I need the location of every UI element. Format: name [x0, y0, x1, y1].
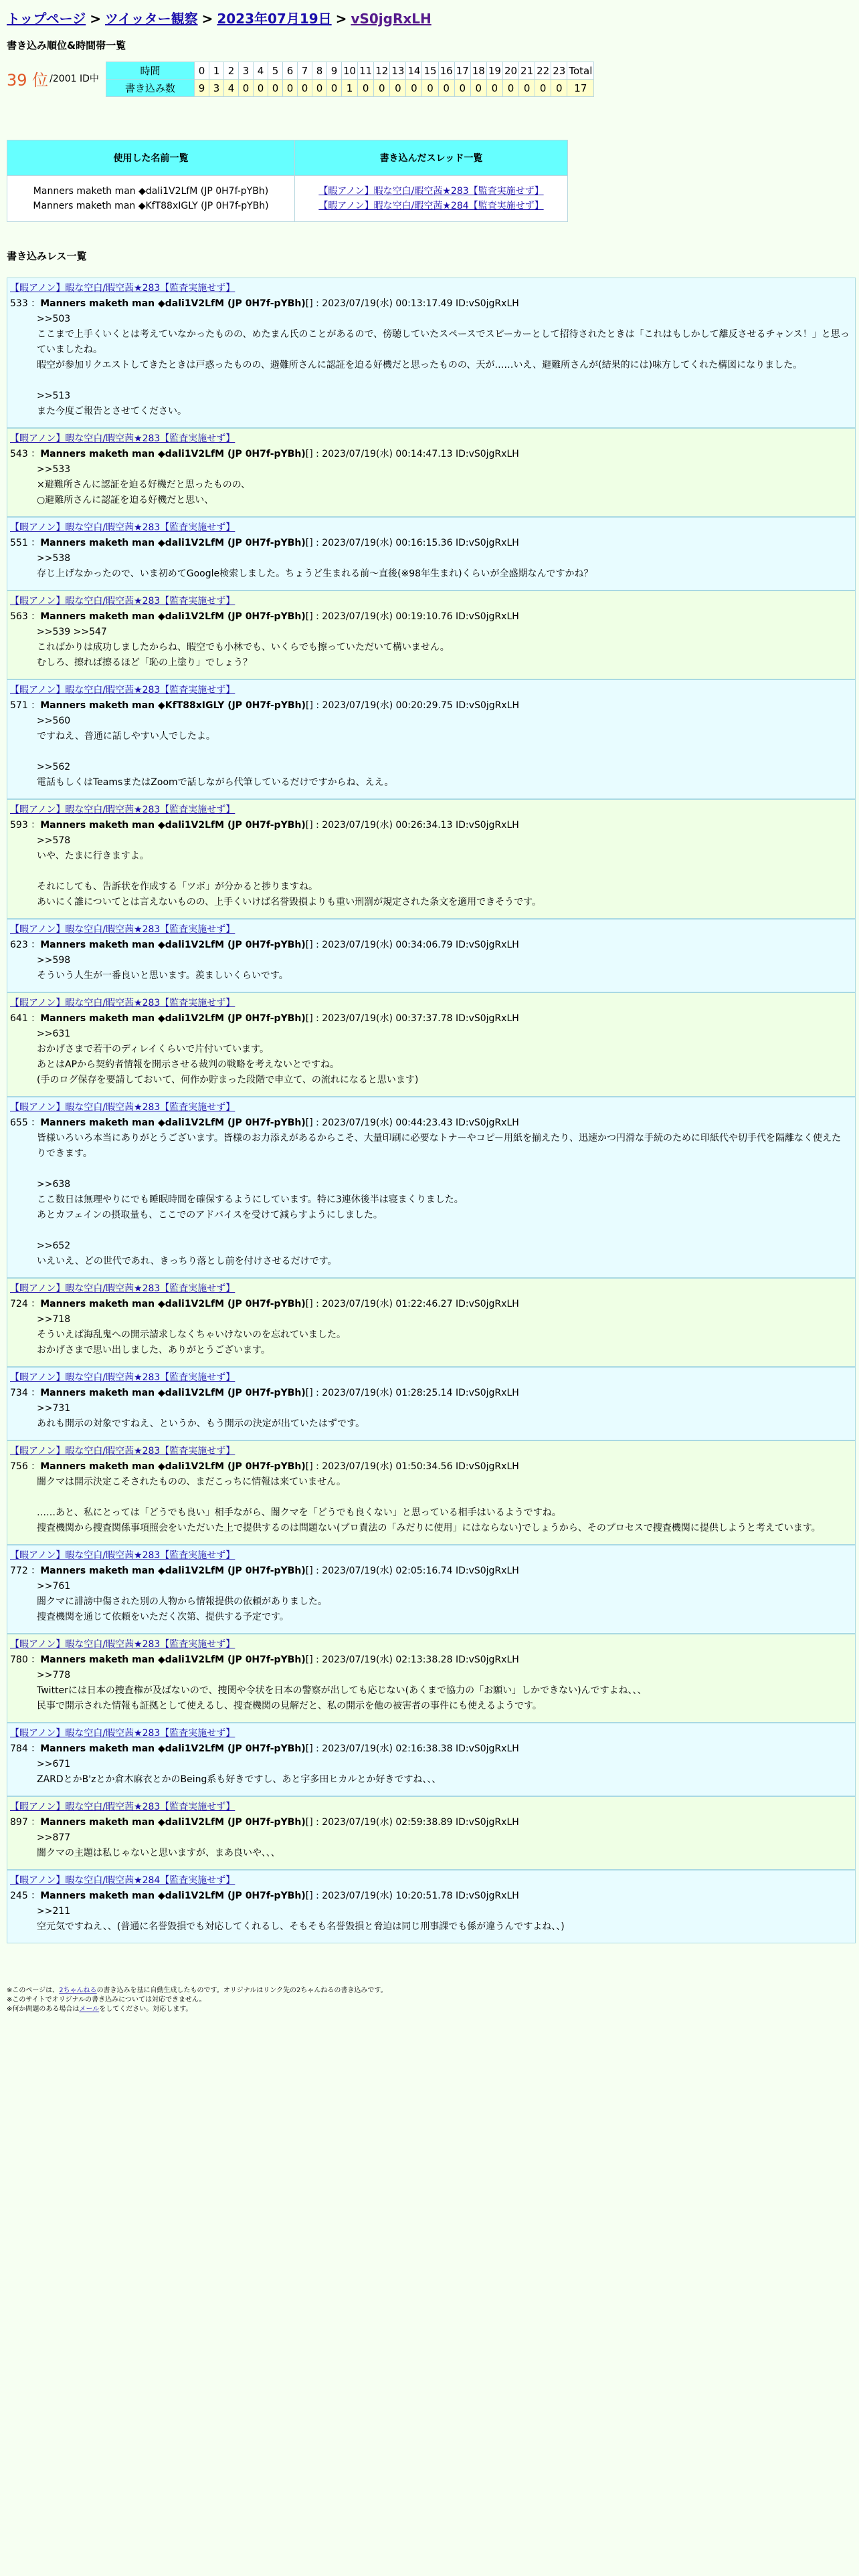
timeline-count-cell: 0	[374, 80, 390, 97]
post-number: 724	[10, 1299, 28, 1309]
timeline-count-cell: 9	[195, 80, 209, 97]
post-header: 563 ：Manners maketh man ◆dali1V2LfM (JP 0H7f-pYBh)[] : 2023/07/19(水) 00:19:10.76 ID:vS0jgRxLH	[10, 611, 519, 622]
post-author: Manners maketh man ◆dali1V2LfM (JP 0H7f-pYBh)	[40, 1654, 306, 1665]
post-body: >>578 いや、たまに行きますよ。 それにしても、告訴状を作成する「ツボ」が分かると捗りますね。 あいにく誰についてとは言えないものの、上手くいけば名誉毀損よりも重い刑罰が規定された条文を適用できそうです。	[37, 835, 542, 907]
post-number: 593	[10, 820, 28, 831]
post-thread-link[interactable]: 【暇アノン】暇な空白/暇空茜★283【監査実施せず】	[10, 1639, 235, 1650]
footer-mail-link[interactable]: メール	[79, 2006, 100, 2013]
footer-line: ※このサイトでオリジナルの書き込みについては対応できません。	[7, 1996, 206, 2004]
post-thread-link[interactable]: 【暇アノン】暇な空白/暇空茜★283【監査実施せず】	[10, 924, 235, 935]
post-header: 780 ：Manners maketh man ◆dali1V2LfM (JP 0H7f-pYBh)[] : 2023/07/19(水) 02:13:38.28 ID:vS0jgRxLH	[10, 1654, 519, 1665]
breadcrumb-watch-link[interactable]: ツイッター観察	[104, 11, 198, 27]
post-body: 皆様いろいろ本当にありがとうございます。皆様のお力添えがあるからこそ、大量印刷に必要なトナーやコピー用紙を揃えたり、迅速かつ円滑な手続のために印紙代や切手代を隔離なく使えたりできます。 >>638 ここ数日は無理やりにでも睡眠時間を確保するようにしています。特に3連休後半は寝まくりました。 あとカフェインの摂取量も、ここでのアドバイスを受けて減らすようにしました。 >>652 いえいえ、どの世代であれ、きっちり落とし前を付けさせるだけです。	[37, 1133, 842, 1267]
timeline-hour-cell: 6	[283, 62, 298, 80]
post-author: Manners maketh man ◆dali1V2LfM (JP 0H7f-pYBh)	[40, 820, 306, 831]
post-number: 543	[10, 449, 28, 459]
name-item: Manners maketh man ◆dali1V2LfM (JP 0H7f-pYBh)	[33, 186, 269, 197]
names-threads-table	[7, 140, 568, 222]
post-author: Manners maketh man ◆dali1V2LfM (JP 0H7f-pYBh)	[40, 1388, 306, 1398]
timeline-hour-cell: 2	[224, 62, 239, 80]
post-header: 623 ：Manners maketh man ◆dali1V2LfM (JP 0H7f-pYBh)[] : 2023/07/19(水) 00:34:06.79 ID:vS0jgRxLH	[10, 940, 519, 950]
post-meta: [] : 2023/07/19(水) 02:13:38.28 ID:vS0jgRxLH	[305, 1654, 519, 1665]
post	[7, 1723, 856, 1796]
timeline-count-cell: 0	[438, 80, 454, 97]
post-header: 593 ：Manners maketh man ◆dali1V2LfM (JP 0H7f-pYBh)[] : 2023/07/19(水) 00:26:34.13 ID:vS0jgRxLH	[10, 820, 519, 831]
timeline-count-cell: 0	[519, 80, 535, 97]
timeline-hour-cell: 22	[535, 62, 551, 80]
post-body: >>778 Twitterには日本の捜査権が及ばないので、捜関や令状を日本の警察が出しても応じない(あくまで協力の「お願い」しかできない)んですよね、、、 民事で開示された情報も証拠として使えるし、捜査機関の見解だと、私の開示を他の被害者の事件にも使えるようです。	[37, 1670, 647, 1711]
threads-list	[295, 176, 568, 222]
timeline-count-cell: 0	[327, 80, 342, 97]
timeline-hour-cell: 15	[422, 62, 438, 80]
timeline-count-cell: 3	[209, 80, 224, 97]
post-thread-link[interactable]: 【暇アノン】暇な空白/暇空茜★283【監査実施せず】	[10, 1283, 235, 1294]
post-body: >>560 ですねえ、普通に話しやすい人でしたよ。 >>562 電話もしくはTeamsまたはZoomで話しながら代筆しているだけですからね、ええ。	[37, 716, 394, 788]
post-meta: [] : 2023/07/19(水) 02:59:38.89 ID:vS0jgRxLH	[305, 1817, 519, 1828]
timeline-hour-label: 時間	[106, 62, 195, 80]
post-author: Manners maketh man ◆dali1V2LfM (JP 0H7f-pYBh)	[40, 1461, 306, 1472]
post-thread-link[interactable]: 【暇アノン】暇な空白/暇空茜★283【監査実施せず】	[10, 1550, 235, 1561]
breadcrumb-top-link[interactable]: トップページ	[7, 11, 86, 27]
post-body: >>539 >>547 こればかりは成功しましたからね、暇空でも小林でも、いくらでも擦っていただいて構いません。 むしろ、擦れば擦るほど「恥の上塗り」でしょう？	[37, 627, 450, 668]
timeline-hour-cell: 23	[551, 62, 567, 80]
post-meta: [] : 2023/07/19(水) 00:26:34.13 ID:vS0jgRxLH	[305, 820, 519, 831]
post-header: 551 ：Manners maketh man ◆dali1V2LfM (JP 0H7f-pYBh)[] : 2023/07/19(水) 00:16:15.36 ID:vS0jgRxLH	[10, 538, 519, 548]
post	[7, 428, 856, 517]
post	[7, 517, 856, 591]
post-header: 784 ：Manners maketh man ◆dali1V2LfM (JP 0H7f-pYBh)[] : 2023/07/19(水) 02:16:38.38 ID:vS0jgRxLH	[10, 1743, 519, 1754]
post-header: 734 ：Manners maketh man ◆dali1V2LfM (JP 0H7f-pYBh)[] : 2023/07/19(水) 01:28:25.14 ID:vS0jgRxLH	[10, 1388, 519, 1398]
post-number: 641	[10, 1013, 28, 1024]
post-meta: [] : 2023/07/19(水) 00:14:47.13 ID:vS0jgRxLH	[305, 449, 519, 459]
posts-section-title: 書き込みレス一覧	[7, 250, 87, 262]
timeline-count-cell: 0	[551, 80, 567, 97]
post-number: 563	[10, 611, 28, 622]
post-header: 897 ：Manners maketh man ◆dali1V2LfM (JP 0H7f-pYBh)[] : 2023/07/19(水) 02:59:38.89 ID:vS0jgRxLH	[10, 1817, 519, 1828]
post-thread-link[interactable]: 【暇アノン】暇な空白/暇空茜★283【監査実施せず】	[10, 1728, 235, 1739]
post-author: Manners maketh man ◆dali1V2LfM (JP 0H7f-pYBh)	[40, 1299, 306, 1309]
timeline-count-label: 書き込み数	[106, 80, 195, 97]
post	[7, 1545, 856, 1634]
post-thread-link[interactable]: 【暇アノン】暇な空白/暇空茜★283【監査実施せず】	[10, 685, 235, 695]
post-number: 571	[10, 700, 28, 711]
post-body: >>631 おかげさまで若干のディレイくらいで片付いています。 あとはAPから契約者情報を開示させる裁判の戦略を考えないとですね。 (手のログ保存を要請しておいて、何作か貯まった段階で申立て、の流れになると思います)	[37, 1029, 419, 1085]
name-item: Manners maketh man ◆KfT88xIGLY (JP 0H7f-pYBh)	[33, 201, 269, 211]
timeline-hour-cell: 4	[254, 62, 268, 80]
post-body: >>538 存じ上げなかったので、いま初めてGoogle検索しました。ちょうど生まれる前～直後(※98年生まれ)くらいが全盛期なんですかね？	[37, 553, 593, 579]
timeline-count-cell: 1	[342, 80, 358, 97]
timeline-count-cell: 0	[422, 80, 438, 97]
post-header: 245 ：Manners maketh man ◆dali1V2LfM (JP 0H7f-pYBh)[] : 2023/07/19(水) 10:20:51.78 ID:vS0jgRxLH	[10, 1891, 519, 1901]
post-meta: [] : 2023/07/19(水) 00:44:23.43 ID:vS0jgRxLH	[305, 1117, 519, 1128]
timeline-hour-cell: 10	[342, 62, 358, 80]
footer-line: ※このページは、2ちゃんねるの書き込みを基に自動生成したものです。オリジナルはリンク先の2ちゃんねるの書き込みです。	[7, 1987, 387, 1994]
post-number: 245	[10, 1891, 28, 1901]
timeline-total-value: 17	[567, 80, 594, 97]
threads-column-header: 書き込んだスレッド一覧	[295, 140, 568, 176]
post-meta: [] : 2023/07/19(水) 00:13:17.49 ID:vS0jgRxLH	[305, 298, 519, 309]
post-author: Manners maketh man ◆dali1V2LfM (JP 0H7f-pYBh)	[40, 298, 306, 309]
post-author: Manners maketh man ◆dali1V2LfM (JP 0H7f-pYBh)	[40, 449, 306, 459]
footer	[7, 1986, 852, 2014]
post-author: Manners maketh man ◆dali1V2LfM (JP 0H7f-pYBh)	[40, 1566, 306, 1576]
post-number: 784	[10, 1743, 28, 1754]
footer-line: ※何か問題のある場合はメールをしてください。対応します。	[7, 2006, 193, 2013]
post-header: 533 ：Manners maketh man ◆dali1V2LfM (JP 0H7f-pYBh)[] : 2023/07/19(水) 00:13:17.49 ID:vS0jgRxLH	[10, 298, 519, 309]
post-author: Manners maketh man ◆dali1V2LfM (JP 0H7f-pYBh)	[40, 611, 306, 622]
post-meta: [] : 2023/07/19(水) 02:05:16.74 ID:vS0jgRxLH	[305, 1566, 519, 1576]
post-header: 724 ：Manners maketh man ◆dali1V2LfM (JP 0H7f-pYBh)[] : 2023/07/19(水) 01:22:46.27 ID:vS0jgRxLH	[10, 1299, 519, 1309]
breadcrumb	[7, 8, 852, 27]
post-number: 772	[10, 1566, 28, 1576]
breadcrumb-separator: >	[201, 11, 213, 27]
post-thread-link[interactable]: 【暇アノン】暇な空白/暇空茜★283【監査実施せず】	[10, 804, 235, 815]
timeline-count-cell: 0	[358, 80, 374, 97]
post-body: >>731 あれも開示の対象ですねえ、というか、もう開示の決定が出ていたはずです。	[37, 1403, 365, 1429]
post-header: 756 ：Manners maketh man ◆dali1V2LfM (JP 0H7f-pYBh)[] : 2023/07/19(水) 01:50:34.56 ID:vS0jgRxLH	[10, 1461, 519, 1472]
post-meta: [] : 2023/07/19(水) 00:34:06.79 ID:vS0jgRxLH	[305, 940, 519, 950]
post-meta: [] : 2023/07/19(水) 10:20:51.78 ID:vS0jgRxLH	[305, 1891, 519, 1901]
post-author: Manners maketh man ◆dali1V2LfM (JP 0H7f-pYBh)	[40, 1891, 306, 1901]
post-author: Manners maketh man ◆dali1V2LfM (JP 0H7f-pYBh)	[40, 1817, 306, 1828]
rank-display	[7, 62, 106, 95]
post-header: 641 ：Manners maketh man ◆dali1V2LfM (JP 0H7f-pYBh)[] : 2023/07/19(水) 00:37:37.78 ID:vS0jgRxLH	[10, 1013, 519, 1024]
posts-list	[7, 278, 852, 1943]
post-number: 756	[10, 1461, 28, 1472]
post	[7, 278, 856, 428]
timeline-hour-cell: 12	[374, 62, 390, 80]
post-author: Manners maketh man ◆dali1V2LfM (JP 0H7f-pYBh)	[40, 1117, 306, 1128]
post-body: >>211 空元気ですねえ、、(普通に名誉毀損でも対応してくれるし、そもそも名誉毀損と脅迫は同じ刑事課でも係が違うんですよね、、)	[37, 1906, 565, 1932]
timeline-hour-cell: 17	[454, 62, 470, 80]
post	[7, 679, 856, 799]
names-column-header: 使用した名前一覧	[7, 140, 295, 176]
breadcrumb-separator: >	[335, 11, 347, 27]
post-meta: [] : 2023/07/19(水) 00:20:29.75 ID:vS0jgRxLH	[306, 700, 520, 711]
post-header: 655 ：Manners maketh man ◆dali1V2LfM (JP 0H7f-pYBh)[] : 2023/07/19(水) 00:44:23.43 ID:vS0jgRxLH	[10, 1117, 519, 1128]
post-author: Manners maketh man ◆dali1V2LfM (JP 0H7f-pYBh)	[40, 1013, 306, 1024]
post	[7, 1634, 856, 1723]
post	[7, 1870, 856, 1943]
rank-row	[7, 62, 852, 97]
post-thread-link[interactable]: 【暇アノン】暇な空白/暇空茜★283【監査実施せず】	[10, 283, 235, 294]
post-body: >>503 ここまで上手くいくとは考えていなかったものの、めたまん氏のことがあるので、傍聴していたスペースでスピーカーとして招待されたときは「これはもしかして離反させるチャンス！」と思っていましたね。 暇空が参加リクエストしてきたときは戸惑ったものの、避難所さんに認証を迫る好機だと思ったものの、天が……いえ、避難所さんが(結果的には)味方してくれた構図になりました。 >>513 また今度ご報告とさせてください。	[37, 314, 850, 417]
post	[7, 1440, 856, 1545]
post-number: 533	[10, 298, 28, 309]
post-thread-link[interactable]: 【暇アノン】暇な空白/暇空茜★283【監査実施せず】	[10, 522, 235, 533]
rank-section-title: 書き込み順位&時間帯一覧	[7, 39, 126, 51]
timeline-hour-cell: 20	[502, 62, 518, 80]
post-header: 571 ：Manners maketh man ◆KfT88xIGLY (JP 0H7f-pYBh)[] : 2023/07/19(水) 00:20:29.75 ID:vS0jgRxLH	[10, 700, 520, 711]
post-body: 闇クマは開示決定こそされたものの、まだこっちに情報は来ていません。 ……あと、私にとっては「どうでも良い」相手ながら、闇クマを「どうでも良くない」と思っている相手はいるようですね。 捜査機関から捜査関係事項照会をいただいた上で提供するのは問題ない(プロ責法の「みだりに使用」にはならない)でしょうから、そのプロセスで捜査機関に提供しようと考えています。	[37, 1477, 821, 1533]
timeline-hour-cell: 21	[519, 62, 535, 80]
timeline-hour-cell: 7	[298, 62, 312, 80]
rank-total: /2001 ID中	[50, 74, 99, 84]
timeline-hour-cell: 18	[470, 62, 486, 80]
post-thread-link[interactable]: 【暇アノン】暇な空白/暇空茜★283【監査実施せず】	[10, 1446, 235, 1457]
post-thread-link[interactable]: 【暇アノン】暇な空白/暇空茜★283【監査実施せず】	[10, 998, 235, 1008]
timeline-count-cell: 0	[535, 80, 551, 97]
names-list	[7, 176, 295, 222]
post-header: 543 ：Manners maketh man ◆dali1V2LfM (JP 0H7f-pYBh)[] : 2023/07/19(水) 00:14:47.13 ID:vS0jgRxLH	[10, 449, 519, 459]
timeline-count-cell: 0	[312, 80, 327, 97]
timeline-count-cell: 0	[454, 80, 470, 97]
timeline-hour-cell: 19	[486, 62, 502, 80]
breadcrumb-date-link[interactable]: 2023年07月19日	[217, 11, 332, 27]
timeline-hour-cell: 16	[438, 62, 454, 80]
post-body: >>598 そういう人生が一番良いと思います。羨ましいくらいです。	[37, 955, 288, 981]
post	[7, 1278, 856, 1367]
timeline-hour-cell: 11	[358, 62, 374, 80]
timeline-count-cell: 0	[486, 80, 502, 97]
timeline-hour-cell: 9	[327, 62, 342, 80]
post-header: 772 ：Manners maketh man ◆dali1V2LfM (JP 0H7f-pYBh)[] : 2023/07/19(水) 02:05:16.74 ID:vS0jgRxLH	[10, 1566, 519, 1576]
post-meta: [] : 2023/07/19(水) 00:37:37.78 ID:vS0jgRxLH	[305, 1013, 519, 1024]
timeline-count-cell: 0	[470, 80, 486, 97]
timeline-hour-cell: 0	[195, 62, 209, 80]
timeline-hour-cell: 5	[268, 62, 283, 80]
timeline-count-cell: 4	[224, 80, 239, 97]
post-thread-link[interactable]: 【暇アノン】暇な空白/暇空茜★283【監査実施せず】	[10, 1802, 235, 1812]
post-body: >>761 闇クマに誹謗中傷された別の人物から情報提供の依頼がありました。 捜査機関を通じて依頼をいただく次第、提供する予定です。	[37, 1581, 327, 1622]
timeline-count-cell: 0	[502, 80, 518, 97]
post-body: >>533 ×避難所さんに認証を迫る好機だと思ったものの、 ○避難所さんに認証を迫る好機だと思い、	[37, 464, 251, 506]
timeline-count-cell: 0	[298, 80, 312, 97]
post-number: 551	[10, 538, 28, 548]
post-thread-link[interactable]: 【暇アノン】暇な空白/暇空茜★283【監査実施せず】	[10, 1102, 235, 1113]
timeline-hour-cell: 1	[209, 62, 224, 80]
timeline-total-label: Total	[567, 62, 594, 80]
post-thread-link[interactable]: 【暇アノン】暇な空白/暇空茜★284【監査実施せず】	[10, 1875, 235, 1886]
post	[7, 799, 856, 919]
post-number: 897	[10, 1817, 28, 1828]
post-meta: [] : 2023/07/19(水) 01:22:46.27 ID:vS0jgRxLH	[305, 1299, 519, 1309]
footer-2ch-link[interactable]: 2ちゃんねる	[59, 1987, 97, 1994]
post-body: >>877 闇クマの主題は私じゃないと思いますが、まあ良いや、、、	[37, 1832, 280, 1858]
post	[7, 1796, 856, 1870]
timeline-hour-cell: 14	[406, 62, 422, 80]
post-thread-link[interactable]: 【暇アノン】暇な空白/暇空茜★283【監査実施せず】	[10, 1372, 235, 1383]
post-number: 623	[10, 940, 28, 950]
post	[7, 919, 856, 992]
post-author: Manners maketh man ◆dali1V2LfM (JP 0H7f-pYBh)	[40, 940, 306, 950]
thread-link[interactable]: 【暇アノン】暇な空白/暇空茜★283【監査実施せず】	[318, 186, 544, 197]
thread-link[interactable]: 【暇アノン】暇な空白/暇空茜★284【監査実施せず】	[318, 201, 544, 211]
post-meta: [] : 2023/07/19(水) 01:50:34.56 ID:vS0jgRxLH	[305, 1461, 519, 1472]
post	[7, 992, 856, 1097]
post-thread-link[interactable]: 【暇アノン】暇な空白/暇空茜★283【監査実施せず】	[10, 433, 235, 444]
timeline-hour-cell: 8	[312, 62, 327, 80]
post	[7, 1367, 856, 1440]
timeline-table	[106, 62, 594, 97]
post-number: 734	[10, 1388, 28, 1398]
post-author: Manners maketh man ◆KfT88xIGLY (JP 0H7f-pYBh)	[40, 700, 306, 711]
post-author: Manners maketh man ◆dali1V2LfM (JP 0H7f-pYBh)	[40, 538, 306, 548]
timeline-count-cell: 0	[268, 80, 283, 97]
post-meta: [] : 2023/07/19(水) 00:19:10.76 ID:vS0jgRxLH	[305, 611, 519, 622]
timeline-hour-cell: 3	[239, 62, 254, 80]
post-body: >>718 そういえば海乱鬼への開示請求しなくちゃいけないのを忘れていました。 おかげさまで思い出しました、ありがとうございます。	[37, 1314, 346, 1356]
post-number: 780	[10, 1654, 28, 1665]
post-author: Manners maketh man ◆dali1V2LfM (JP 0H7f-pYBh)	[40, 1743, 306, 1754]
post	[7, 1097, 856, 1278]
rank-number: 39 位	[7, 70, 49, 90]
timeline-count-cell: 0	[390, 80, 406, 97]
post-meta: [] : 2023/07/19(水) 02:16:38.38 ID:vS0jgRxLH	[305, 1743, 519, 1754]
post-meta: [] : 2023/07/19(水) 01:28:25.14 ID:vS0jgRxLH	[305, 1388, 519, 1398]
post-body: >>671 ZARDとかB'zとか倉木麻衣とかのBeing系も好きですし、あと宇多田ヒカルとか好きですね、、、	[37, 1759, 442, 1785]
timeline-count-cell: 0	[239, 80, 254, 97]
timeline-count-cell: 0	[283, 80, 298, 97]
timeline-hour-cell: 13	[390, 62, 406, 80]
timeline-count-cell: 0	[254, 80, 268, 97]
post-thread-link[interactable]: 【暇アノン】暇な空白/暇空茜★283【監査実施せず】	[10, 596, 235, 607]
timeline-count-cell: 0	[406, 80, 422, 97]
breadcrumb-id-link[interactable]: vS0jgRxLH	[351, 11, 432, 27]
post-meta: [] : 2023/07/19(水) 00:16:15.36 ID:vS0jgRxLH	[305, 538, 519, 548]
post-number: 655	[10, 1117, 28, 1128]
breadcrumb-separator: >	[90, 11, 101, 27]
post	[7, 591, 856, 679]
